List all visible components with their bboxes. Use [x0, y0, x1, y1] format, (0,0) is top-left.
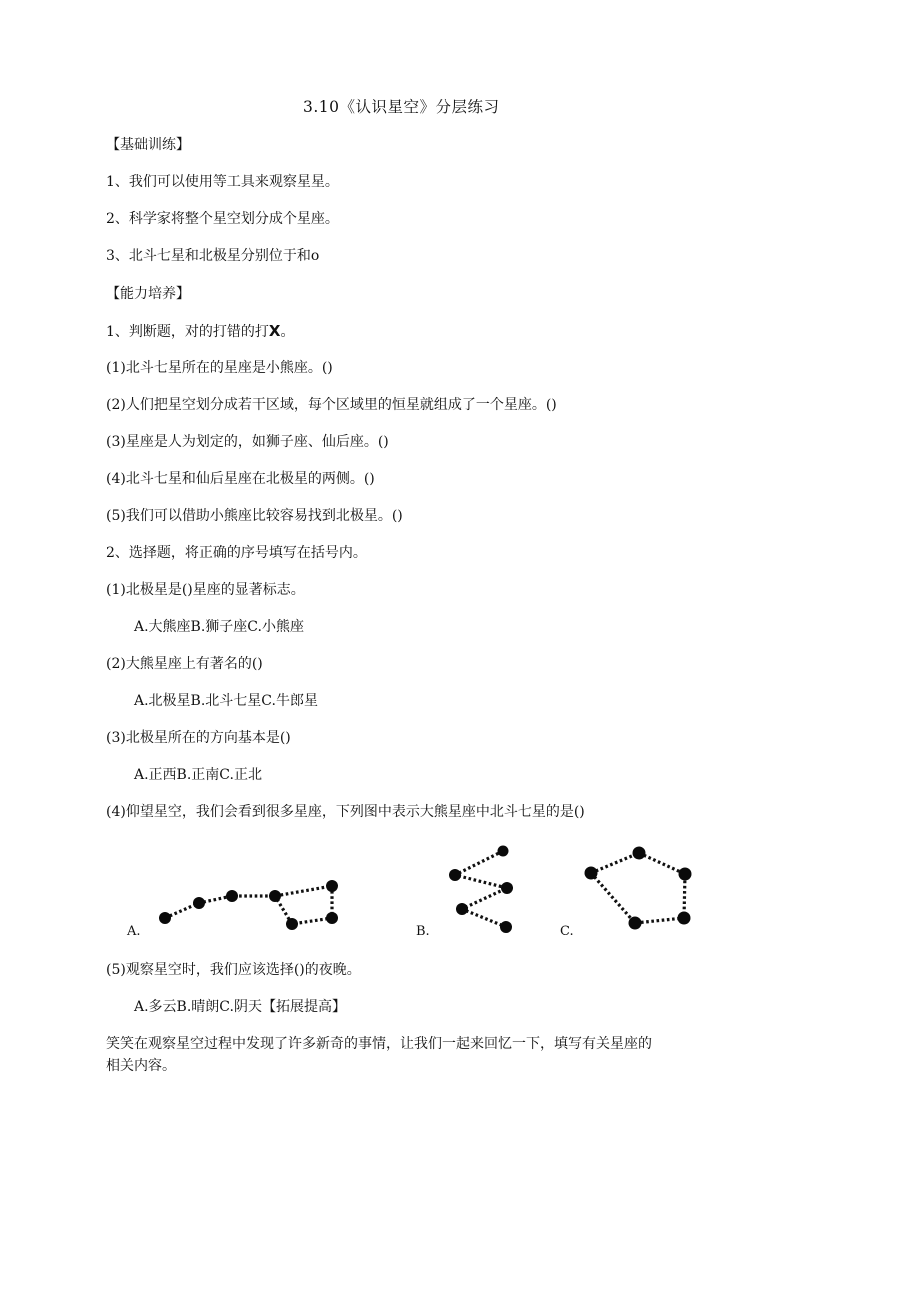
- figure-a-lines: [165, 886, 332, 924]
- figure-c-star: [629, 917, 642, 930]
- figure-c-star: [679, 868, 692, 881]
- figure-c-star: [678, 912, 691, 925]
- figure-c-star: [585, 867, 598, 880]
- choice-q2-options: A.北极星B.北斗七星C.牛郎星: [134, 693, 318, 709]
- judge-item-3: (3)星座是人为划定的，如狮子座、仙后座。(): [106, 434, 389, 450]
- page-title: 3.10《认识星空》分层练习: [303, 98, 500, 116]
- basic-training-heading: 【基础训练】: [106, 137, 190, 153]
- extension-paragraph-line-1: 笑笑在观察星空过程中发现了许多新奇的事情，让我们一起来回忆一下，填写有关星座的: [106, 1036, 652, 1052]
- figure-b-star: [449, 869, 461, 881]
- choice-prompt: 2、选择题，将正确的序号填写在括号内。: [106, 545, 367, 561]
- figure-a-star: [193, 897, 205, 909]
- judge-item-2: (2)人们把星空划分成若干区域，每个区域里的恒星就组成了一个星座。(): [106, 397, 557, 413]
- basic-question-1: 1、我们可以使用等工具来观察星星。: [106, 174, 339, 190]
- constellation-figure-c: [555, 840, 705, 950]
- judge-item-4: (4)北斗七星和仙后星座在北极星的两侧。(): [106, 471, 375, 487]
- figure-b-star: [456, 903, 468, 915]
- constellation-figure-b: [410, 840, 540, 950]
- choice-q1-options: A.大熊座B.狮子座C.小熊座: [134, 619, 304, 635]
- figure-a-star: [159, 912, 171, 924]
- figure-a-star: [286, 918, 298, 930]
- judge-item-5: (5)我们可以借助小熊座比较容易找到北极星。(): [106, 508, 403, 524]
- figure-b-star: [501, 882, 513, 894]
- figure-a-star: [326, 912, 338, 924]
- ability-heading: 【能力培养】: [106, 286, 190, 302]
- judge-item-1: (1)北斗七星所在的星座是小熊座。(): [106, 360, 333, 376]
- choice-q3: (3)北极星所在的方向基本是(): [106, 730, 291, 746]
- choice-q5-options: A.多云B.晴朗C.阴天【拓展提高】: [134, 999, 346, 1015]
- choice-q4: (4)仰望星空，我们会看到很多星座，下列图中表示大熊星座中北斗七星的是(): [106, 804, 585, 820]
- choice-q5: (5)观察星空时，我们应该选择()的夜晚。: [106, 962, 361, 978]
- figure-a-star: [326, 880, 338, 892]
- figure-b-star: [500, 921, 512, 933]
- choice-q3-options: A.正西B.正南C.正北: [134, 767, 262, 783]
- figure-c-label: C.: [560, 924, 574, 939]
- figure-b-lines: [455, 851, 507, 927]
- choice-q1: (1)北极星是()星座的显著标志。: [106, 582, 305, 598]
- extension-paragraph-line-2: 相关内容。: [106, 1058, 176, 1074]
- figure-a-star: [269, 890, 281, 902]
- judge-prompt-end: 。: [280, 324, 295, 340]
- figure-a-label: A.: [127, 924, 141, 939]
- constellation-figure-a: [120, 840, 380, 950]
- basic-question-3: 3、北斗七星和北极星分别位于和o: [106, 248, 320, 264]
- figure-a-star: [226, 890, 238, 902]
- choice-q2: (2)大熊星座上有著名的(): [106, 656, 263, 672]
- figure-c-star: [633, 847, 646, 860]
- figure-c-lines: [591, 853, 685, 923]
- figure-b-star: [498, 846, 509, 857]
- figure-b-label: B.: [416, 924, 430, 939]
- judge-prompt-line: [106, 321, 295, 342]
- basic-question-2: 2、科学家将整个星空划分成个星座。: [106, 211, 339, 227]
- judge-prompt: 1、判断题，对的打错的打: [106, 324, 269, 340]
- x-mark-symbol: X: [268, 322, 281, 340]
